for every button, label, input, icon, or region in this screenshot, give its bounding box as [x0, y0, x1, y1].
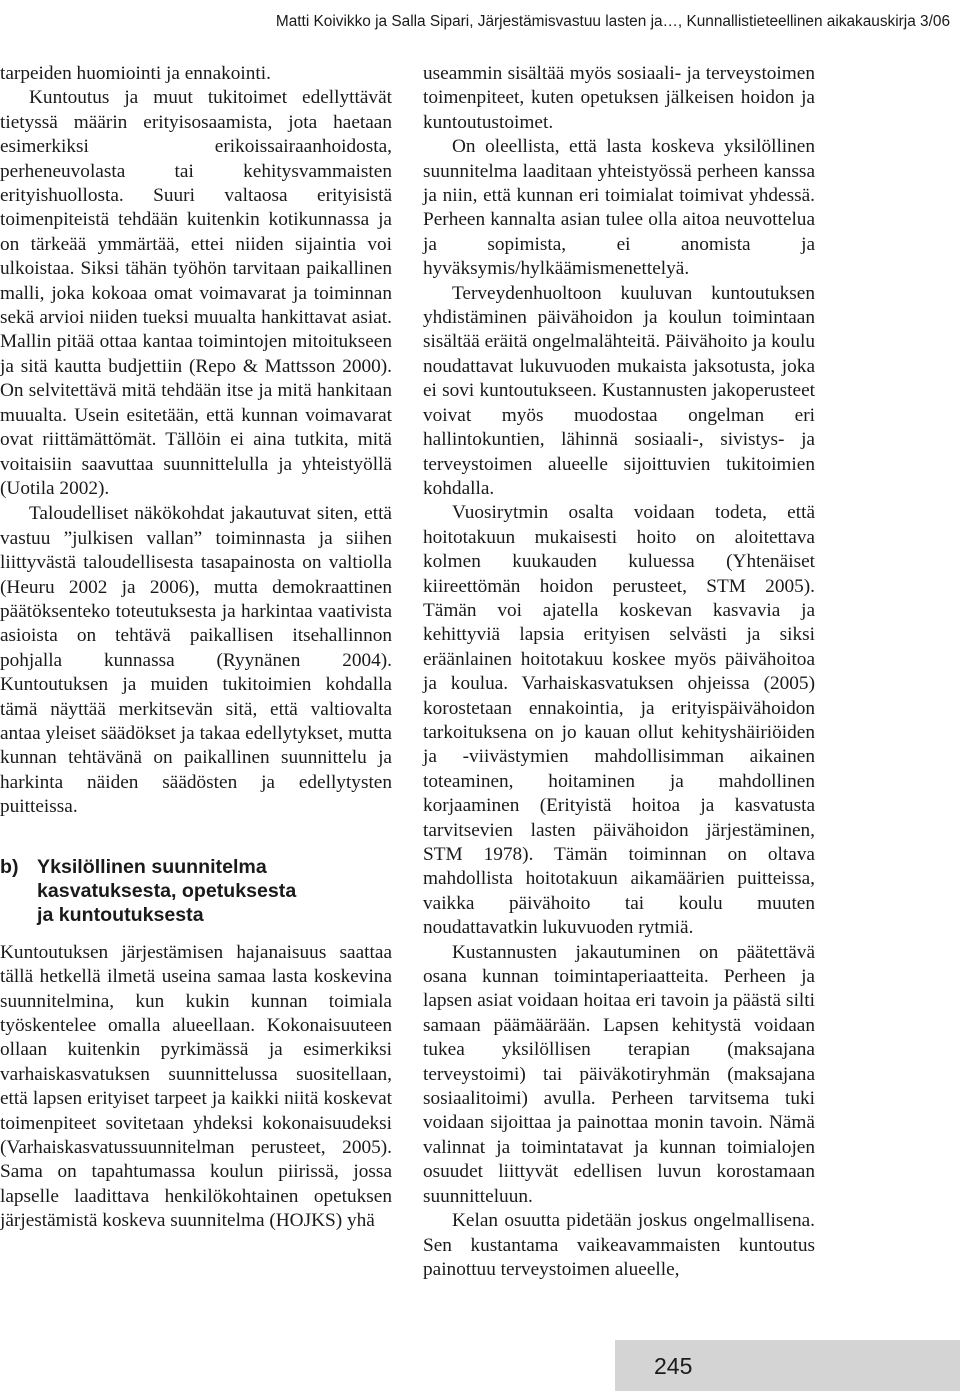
page-number: 245 [654, 1353, 693, 1379]
right-paragraph-3: Terveydenhuoltoon kuuluvan kuntoutuksen yhdistäminen päivähoidon ja koulun toimintaan sisältää eräitä ongelmalähteitä. Päivähoito ja koulu noudattavat lukuvuoden mukaista jaksotusta, joka ei sovi kuntoutukseen. Kustannusten jakoperusteet voivat myös muodostaa ongelman eri hallintokuntien, lähinnä sosiaali-, sivistys- ja terveystoimen alueelle sijoittuvien tukitoimien kohdalla. [423, 282, 815, 499]
left-paragraph-3: Taloudelliset näkökohdat jakautuvat siten, että vastuu ”julkisen vallan” toiminnasta ja siihen liittyvästä taloudellisesta tasapainosta on valtiolla (Heuru 2002 ja 2006), mutta demokraattinen päätöksenteko toteutuksesta ja harkintaa vaativista asioista on tehtävä paikallisen itsehallinnon pohjalla kunnassa (Ryynänen 2004). Kuntoutuksen ja muiden tukitoimien kohdalla tämä näyttää merkitsevän sitä, että valtiovalta antaa yleiset säädökset ja takaa edellytykset, mutta kunnan tehtävänä on paikallinen suunnittelu ja harkinta näiden säädösten ja edellytysten puitteissa. [0, 503, 392, 818]
left-column [0, 62, 392, 1234]
section-heading-marker: b) [0, 855, 19, 878]
right-paragraph-1: useammin sisältää myös sosiaali- ja terveystoimen toimenpiteet, kuten opetuksen jälkeisen hoidon ja kuntoutustoimet. [423, 63, 815, 133]
right-paragraph-5: Kustannusten jakautuminen on päätettävä osana kunnan toimintaperiaatteita. Perheen ja lapsen asiat voidaan hoitaa eri tavoin ja päästä silti samaan päämäärään. Lapsen kehitystä voidaan tukea yksilöllisen terapian (maksajana terveystoimi) tai päiväkotiryhmän (maksajana sosiaalitoimi) avulla. Perheen tarvitsema tuki voidaan sijoittaa ja painottaa monin tavoin. Nämä valinnat ja toimintatavat ja kunnan toimialojen osuudet liittyvät edellisen luvun korostamaan suunnitteluun. [423, 941, 815, 1207]
right-paragraph-2: On oleellista, että lasta koskeva yksilöllinen suunnitelma laaditaan yhteistyössä perheen kanssa ja niin, että kunnan eri toimialat toimivat yhdessä. Perheen kannalta asian tulee olla aitoa neuvottelua ja sopimista, ei anomista ja hyväksymis/hylkäämismenettelyä. [423, 136, 815, 280]
left-paragraph-1: tarpeiden huomiointi ja ennakointi. [0, 63, 271, 84]
left-paragraph-4: Kuntoutuksen järjestämisen hajanaisuus saattaa tällä hetkellä ilmetä useina samaa lasta koskevina suunnitelmina, kun kukin kunnan toimiala työskentelee omalla alueellaan. Kokonaisuuteen ollaan kuitenkin pyrkimässä ja esimerkiksi varhaiskasvatuksen suunnittelussa suositellaan, että lapsen erityiset tarpeet ja kaikki niitä koskevat toimenpiteet sovitetaan yhdeksi kokonaisuudeksi (Varhaiskasvatussuunnitelman perusteet, 2005). Sama on tapahtumassa koulun piirissä, jossa lapselle laadittava henkilökohtainen opetuksen järjestämistä koskeva suunnitelma (HOJKS) yhä [0, 941, 392, 1232]
right-paragraph-6: Kelan osuutta pidetään joskus ongelmallisena. Sen kustantama vaikeavammaisten kuntoutus painottuu terveystoimen alueelle, [423, 1210, 815, 1280]
running-header: Matti Koivikko ja Salla Sipari, Järjestämisvastuu lasten ja…, Kunnallistieteellinen aikakauskirja 3/06 [275, 13, 950, 30]
right-column [423, 62, 815, 1282]
section-heading-line-2: kasvatuksesta, opetuksesta [37, 880, 297, 902]
left-paragraph-2: Kuntoutus ja muut tukitoimet edellyttävät tietyssä määrin erityisosaamista, jota haetaan esimerkiksi erikoissairaanhoidosta, perheneuvolasta tai kehitysvammaisten erityishuollosta. Suuri valtaosa erityisistä toimenpiteistä tehdään kuitenkin kotikunnassa ja on tärkeää ymmärtää, ettei niiden sijaintia voi ulkoistaa. Siksi tähän työhön tarvitaan paikallinen malli, joka kokoaa omat voimavarat ja toiminnan sekä arvioi niiden tueksi muualta hankittavat asiat. Mallin pitää ottaa kantaa toimintojen mitoitukseen ja sitä kautta budjettiin (Repo & Mattsson 2000). On selvitettävä mitä tehdään itse ja mitä hankitaan muualta. Usein esitetään, että kunnan voimavarat ovat riittämättömät. Tällöin ei aina tutkita, mitä voitaisiin saavuttaa suunnittelulla ja yhteistyöllä (Uotila 2002). [0, 87, 392, 499]
section-heading-line-1: Yksilöllinen suunnitelma [37, 855, 267, 878]
section-heading-line-3: ja kuntoutuksesta [37, 904, 204, 927]
section-heading [0, 855, 392, 928]
right-paragraph-4: Vuosirytmin osalta voidaan todeta, että hoitotakuun mukaisesti hoito on aloitettava kolmen kuukauden kuluessa (Yhtenäiset kiireettömän hoidon perusteet, STM 2005). Tämän voi ajatella koskevan kasvavia ja kehittyviä lapsia erityisen selvästi ja siksi eräänlainen hoitotakuu koskee myös päivähoitoa ja koulua. Varhaiskasvatuksen ohjeissa (2005) korostetaan ennakointia, ja erityispäivähoidon tarkoituksena on jo kauan ollut kehityshäiriöiden ja -viivästymien mahdollisimman aikainen toteaminen, hoitaminen ja mahdollinen korjaaminen (Erityistä hoitoa ja kasvatusta tarvitsevien lasten päivähoidon järjestäminen, STM 1978). Tämän toiminnan on oltava mahdollista hoitotakuun aikamäärien puitteissa, vaikka päivähoito tai koulu muuten noudattavatkin lukuvuoden rytmiä. [423, 502, 815, 939]
